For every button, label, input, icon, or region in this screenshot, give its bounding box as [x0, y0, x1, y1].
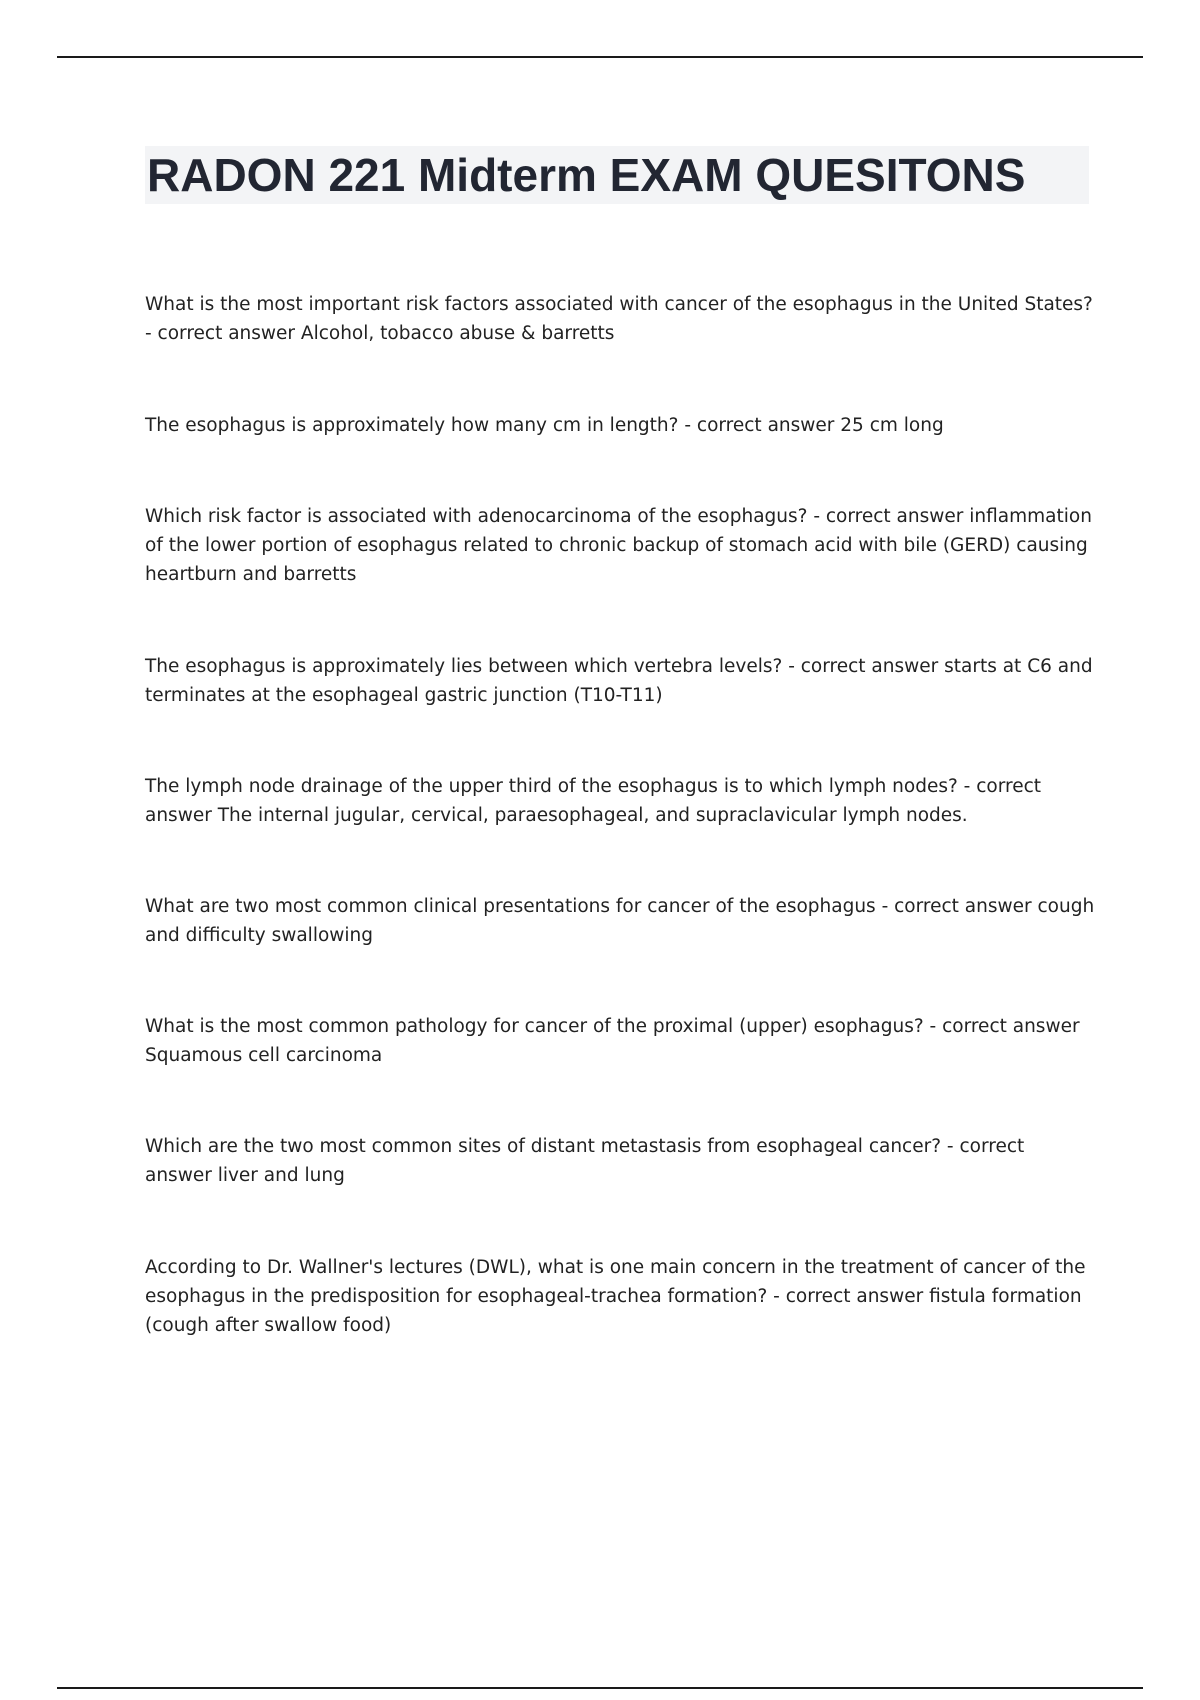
question-item-9: According to Dr. Wallner's lectures (DWL), what is one main concern in the treatment of cancer of the esophagus in the predisposition for esophageal-trachea formation? - correct answer fistula formation (cough after swallow food)	[145, 1257, 1086, 1336]
footer-rule	[57, 1687, 1143, 1689]
question-item-2: The esophagus is approximately how many cm in length? - correct answer 25 cm long	[145, 415, 944, 436]
document-title: RADON 221 Midterm EXAM QUESITONS	[147, 149, 1026, 201]
question-item-5: The lymph node drainage of the upper third of the esophagus is to which lymph nodes? - correct answer The internal jugular, cervical, paraesophageal, and supraclavicular lymph nodes.	[145, 776, 1042, 826]
question-item-4: The esophagus is approximately lies between which vertebra levels? - correct answer starts at C6 and terminates at the esophageal gastric junction (T10-T11)	[145, 656, 1093, 706]
question-item-8: Which are the two most common sites of distant metastasis from esophageal cancer? - correct answer liver and lung	[145, 1136, 1025, 1186]
question-item-1: What is the most important risk factors associated with cancer of the esophagus in the United States? - correct answer Alcohol, tobacco abuse & barretts	[145, 294, 1093, 344]
header-rule	[57, 56, 1143, 58]
question-item-6: What are two most common clinical presentations for cancer of the esophagus - correct answer cough and difficulty swallowing	[145, 896, 1095, 946]
question-item-3: Which risk factor is associated with adenocarcinoma of the esophagus? - correct answer inflammation of the lower portion of esophagus related to chronic backup of stomach acid with bile (GERD) causing heartburn and barretts	[145, 506, 1092, 585]
question-item-7: What is the most common pathology for cancer of the proximal (upper) esophagus? - correct answer Squamous cell carcinoma	[145, 1016, 1080, 1066]
title-highlight	[145, 146, 1089, 204]
